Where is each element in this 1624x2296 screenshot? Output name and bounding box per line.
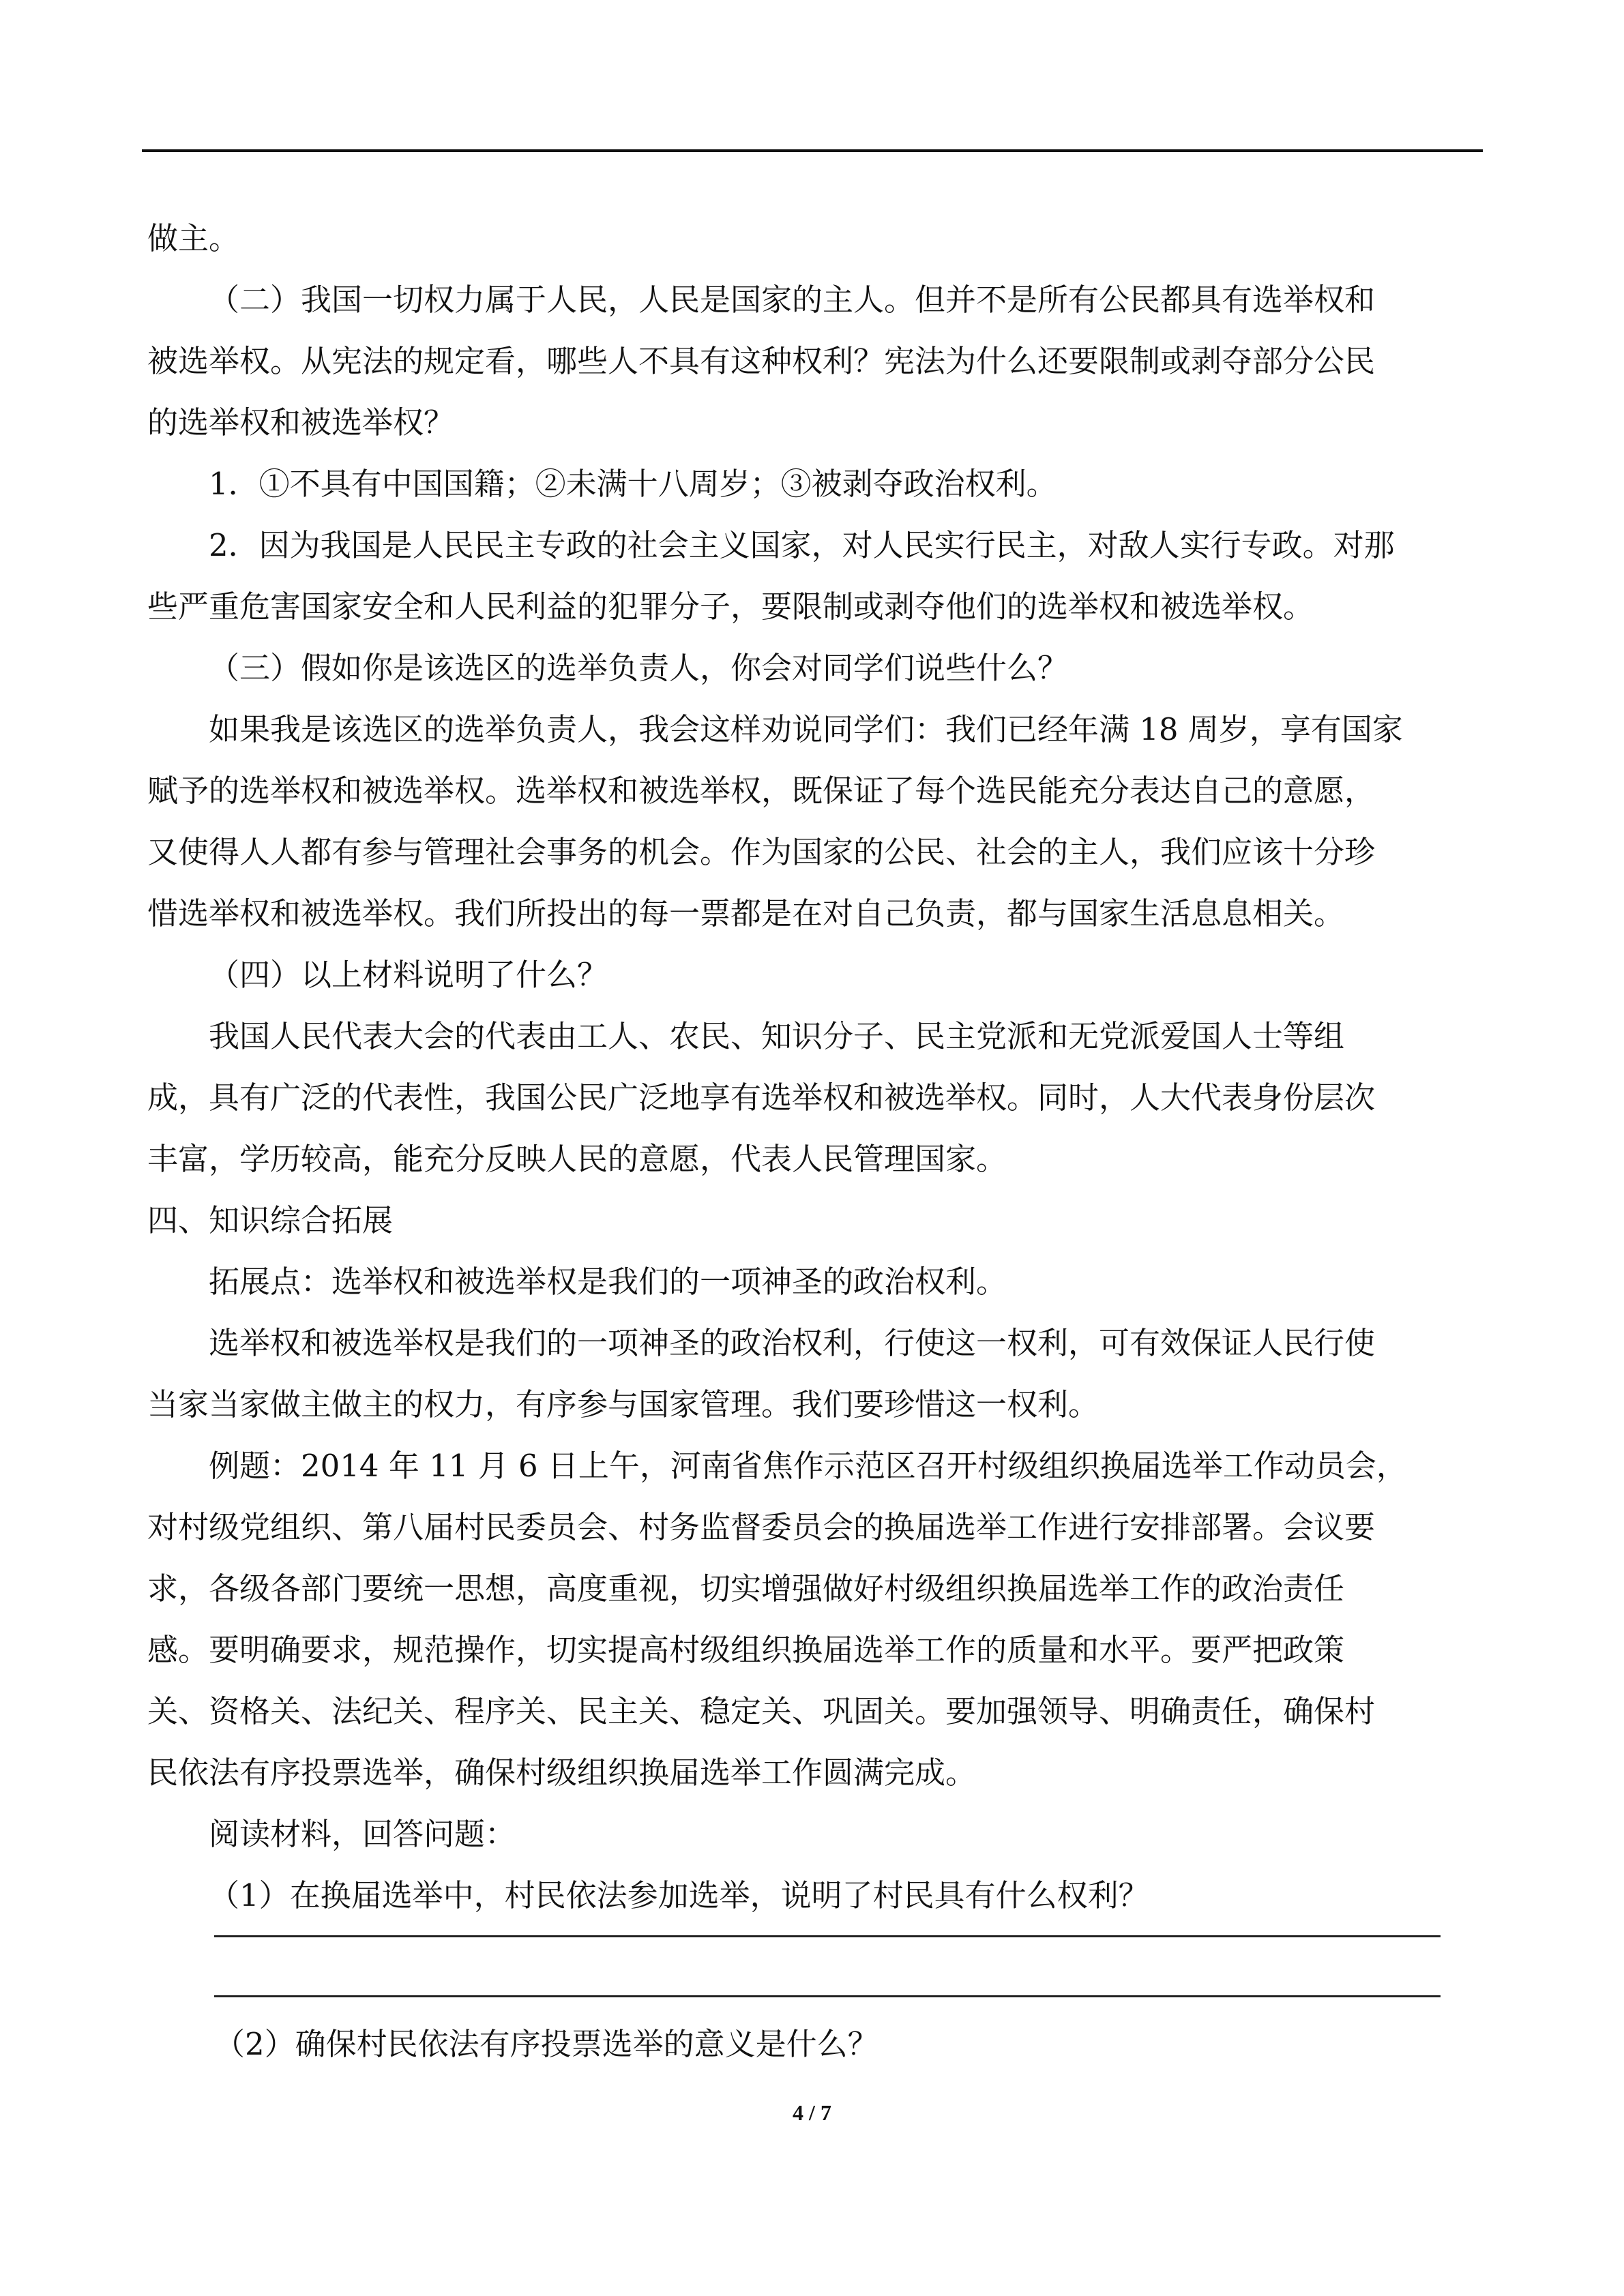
text-line: 感。要明确要求，规范操作，切实提高村级组织换届选举工作的质量和水平。要严把政策 bbox=[147, 1632, 1345, 1668]
text-line: （三）假如你是该选区的选举负责人，你会对同学们说些什么？ bbox=[209, 650, 1069, 686]
section-heading: 四、知识综合拓展 bbox=[147, 1202, 394, 1238]
page-body bbox=[147, 208, 1477, 1926]
answer-blank-line[interactable] bbox=[214, 1995, 1441, 1997]
text-line: 我国人民代表大会的代表由工人、农民、知识分子、民主党派和无党派爱国人士等组 bbox=[209, 1018, 1345, 1054]
text-line: 丰富，学历较高，能充分反映人民的意愿，代表人民管理国家。 bbox=[147, 1141, 1007, 1177]
text-line: 被选举权。从宪法的规定看，哪些人不具有这种权利？宪法为什么还要限制或剥夺部分公民 bbox=[147, 343, 1376, 379]
text-line: 例题：2014 年 11 月 6 日上午，河南省焦作示范区召开村级组织换届选举工作动员会， bbox=[209, 1448, 1407, 1484]
text-line: 民依法有序投票选举，确保村级组织换届选举工作圆满完成。 bbox=[147, 1755, 977, 1791]
text-line: 对村级党组织、第八届村民委员会、村务监督委员会的换届选举工作进行安排部署。会议要 bbox=[147, 1509, 1376, 1545]
text-line: 如果我是该选区的选举负责人，我会这样劝说同学们：我们已经年满 18 周岁，享有国家 bbox=[209, 711, 1403, 747]
text-line: 当家当家做主做主的权力，有序参与国家管理。我们要珍惜这一权利。 bbox=[147, 1386, 1099, 1422]
text-line: 选举权和被选举权是我们的一项神圣的政治权利，行使这一权利，可有效保证人民行使 bbox=[209, 1325, 1376, 1361]
text-line: 关、资格关、法纪关、程序关、民主关、稳定关、巩固关。要加强领导、明确责任，确保村 bbox=[147, 1693, 1376, 1729]
text-line: 赋予的选举权和被选举权。选举权和被选举权，既保证了每个选民能充分表达自己的意愿， bbox=[147, 773, 1376, 809]
text-line: 阅读材料，回答问题： bbox=[209, 1816, 516, 1852]
text-line: 1．①不具有中国国籍；②未满十八周岁；③被剥夺政治权利。 bbox=[209, 466, 1057, 502]
page-number: 4 / 7 bbox=[793, 2100, 831, 2125]
text-line: 求，各级各部门要统一思想，高度重视，切实增强做好村级组织换届选举工作的政治责任 bbox=[147, 1570, 1345, 1607]
text-line: 做主。 bbox=[147, 220, 240, 256]
text-line: 的选举权和被选举权？ bbox=[147, 404, 455, 441]
question-2: （2）确保村民依法有序投票选举的意义是什么？ bbox=[214, 2026, 879, 2062]
text-line: 拓展点：选举权和被选举权是我们的一项神圣的政治权利。 bbox=[209, 1264, 1007, 1300]
text-line: 些严重危害国家安全和人民利益的犯罪分子，要限制或剥夺他们的选举权和被选举权。 bbox=[147, 588, 1314, 625]
text-line: （四）以上材料说明了什么？ bbox=[209, 957, 608, 993]
answer-blank-line[interactable] bbox=[214, 1935, 1441, 1937]
text-line: 又使得人人都有参与管理社会事务的机会。作为国家的公民、社会的主人，我们应该十分珍 bbox=[147, 834, 1376, 870]
question-1: （1）在换届选举中，村民依法参加选举，说明了村民具有什么权利？ bbox=[209, 1877, 1149, 1913]
text-line: 成，具有广泛的代表性，我国公民广泛地享有选举权和被选举权。同时，人大代表身份层次 bbox=[147, 1079, 1376, 1116]
header-rule bbox=[142, 149, 1483, 152]
text-line: （二）我国一切权力属于人民，人民是国家的主人。但并不是所有公民都具有选举权和 bbox=[209, 282, 1376, 318]
text-line: 2．因为我国是人民民主专政的社会主义国家，对人民实行民主，对敌人实行专政。对那 bbox=[209, 527, 1395, 563]
text-line: 惜选举权和被选举权。我们所投出的每一票都是在对自己负责，都与国家生活息息相关。 bbox=[147, 895, 1345, 931]
